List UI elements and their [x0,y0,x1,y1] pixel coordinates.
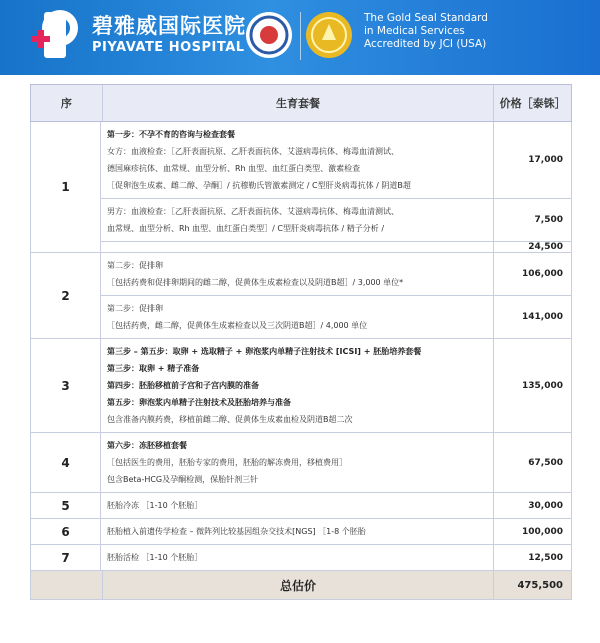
hospital-logo-icon [30,10,80,60]
row-number: 4 [31,433,101,492]
description-line: 包含Beta-HCG及孕酮检测，保胎针剂三针 [107,475,259,484]
table-row [30,493,572,519]
description-line: 第二步：促排卵 [107,261,163,270]
row-number: 5 [31,493,101,518]
fertility-package-table [30,84,572,600]
description-line: ［包括医生的费用，胚胎专家的费用，胚胎的解冻费用，移植费用］ [107,458,347,467]
package-description [101,242,494,252]
header-package: 生育套餐 [103,85,495,121]
description-line: 包含准备内膜药费，移植前雌二醇、促黄体生成素血检及阴道B超二次 [107,415,353,424]
package-item [101,296,571,338]
package-price: 17,000 [528,155,563,165]
package-description [101,253,494,295]
row-subitems [101,253,571,338]
package-item [101,339,571,432]
package-item [101,122,571,199]
total-no-cell [31,571,103,599]
package-item [101,433,571,492]
header-no: 序 [31,85,103,121]
package-item [101,242,571,252]
jci-gold-seal-icon [304,10,354,60]
description-line: 第二步：促排卵 [107,304,163,313]
package-description [101,493,494,518]
row-subitems [101,122,571,252]
table-row [30,433,572,493]
row-subitems [101,433,571,492]
row-subitems [101,545,571,570]
package-description [101,122,494,198]
header-divider [300,12,301,60]
package-description [101,339,494,432]
total-price: 475,500 [517,579,563,591]
description-line: 第三步 – 第五步：取卵 + 选取精子 + 卵泡浆内单精子注射技术 [ICSI] + 胚胎培养套餐 [107,347,422,356]
row-subitems [101,339,571,432]
jci-accreditation-text: The Gold Seal Standard in Medical Services Accredited by JCI (USA) [364,12,488,50]
accreditation-seal-icon [244,10,294,60]
table-row [30,545,572,571]
description-line: 胚胎植入前遗传学检查 – 微阵列比较基因组杂交技术[NGS] ［1-8 个胚胎 [107,527,366,536]
package-description [101,296,494,338]
description-line: 第三步：取卵 + 精子准备 [107,364,200,373]
description-line: 第五步：卵泡浆内单精子注射技术及胚胎培养与准备 [107,398,291,407]
package-price: 67,500 [528,457,563,468]
package-price: 24,500 [528,242,563,252]
description-line: ［促卵泡生成素、雌二醇、孕酮］/ 抗穆勒氏管激素测定 / C型肝炎病毒抗体 / 阴道B超 [107,181,411,190]
row-number: 1 [31,122,101,252]
package-item [101,253,571,296]
description-line: 德国麻疹抗体、血常规、血型分析、Rh 血型、血红蛋白类型、激素检查 [107,164,361,173]
package-description [101,519,494,544]
package-price: 106,000 [522,269,563,279]
description-line: 胚胎冷冻 ［1-10 个胚胎］ [107,501,203,510]
package-price: 135,000 [522,380,563,391]
package-price: 141,000 [522,312,563,322]
package-item [101,545,571,570]
description-line: 女方：血液检查：［乙肝表面抗原、乙肝表面抗体、艾滋病毒抗体、梅毒血清测试、 [107,147,399,156]
description-line: 第一步：不孕不育的咨询与检查套餐 [107,130,235,139]
table-row [30,519,572,545]
hospital-name-cn: 碧雅威国际医院 [92,14,246,38]
package-item [101,519,571,544]
description-line: 第四步：胚胎移植前子宫和子宫内膜的准备 [107,381,259,390]
package-item [101,493,571,518]
table-row [30,122,572,253]
total-row [30,571,572,600]
total-label: 总估价 [103,571,495,599]
description-line: ［包括药费和促排卵期间的雌二醇，促黄体生成素检查以及阴道B超］/ 3,000 单位* [107,278,404,287]
description-line: 胚胎活检 ［1-10 个胚胎］ [107,553,203,562]
package-description [101,433,494,492]
package-description [101,199,494,241]
package-price: 30,000 [528,500,563,511]
package-price: 12,500 [528,552,563,563]
table-row [30,339,572,433]
table-header [30,84,572,122]
hospital-header [0,0,600,75]
description-line: ［包括药费，雌二醇，促黄体生成素检查以及三次阴道B超］/ 4,000 单位 [107,321,368,330]
table-row [30,253,572,339]
package-item [101,199,571,242]
row-number: 7 [31,545,101,570]
table-body [30,122,572,571]
row-number: 3 [31,339,101,432]
row-number: 6 [31,519,101,544]
package-description [101,545,494,570]
package-price: 100,000 [522,526,563,537]
row-subitems [101,493,571,518]
description-line: 血常规、血型分析、Rh 血型、血红蛋白类型］/ C型肝炎病毒抗体 / 精子分析 / [107,224,385,233]
package-price: 7,500 [534,215,563,225]
description-line: 第六步：冻胚移植套餐 [107,441,187,450]
hospital-name-en: PIYAVATE HOSPITAL [92,40,245,55]
row-subitems [101,519,571,544]
header-price: 价格［泰铢］ [499,97,566,110]
row-number: 2 [31,253,101,338]
description-line: 男方：血液检查：［乙肝表面抗原、乙肝表面抗体、艾滋病毒抗体、梅毒血清测试、 [107,207,399,216]
